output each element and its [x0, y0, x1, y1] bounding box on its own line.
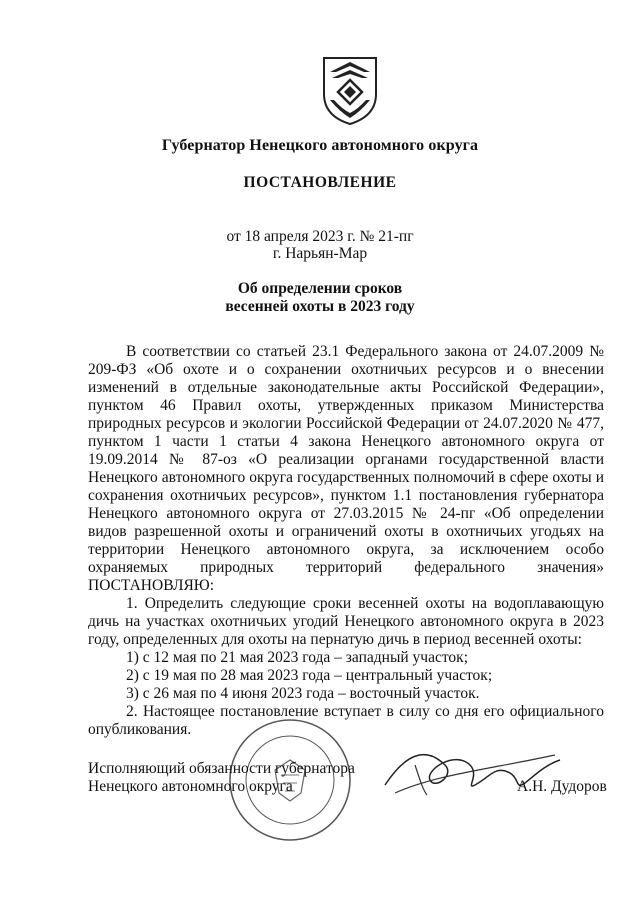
document-title	[0, 280, 640, 316]
date-and-number: от 18 апреля 2023 г. № 21-пг	[226, 228, 414, 245]
document-body	[88, 343, 604, 739]
list-item-western-zone: 1) с 12 мая по 21 мая 2023 года – западный участок;	[126, 649, 468, 666]
handwritten-signature	[375, 735, 565, 810]
title-line-1: Об определении сроков	[237, 280, 403, 297]
signer-position-line-1: Исполняющий обязанности губернатора	[88, 760, 355, 777]
signer-name: А.Н. Дудоров	[517, 778, 607, 795]
preamble-paragraph: В соответствии со статьей 23.1 Федерального закона от 24.07.2009 № 209-ФЗ «Об охоте и о сохранении охотничьих ресурсов и о внесении изменений в отдельные законодательные акты Российской Федерации», пунктом 46 Правил охоты, утвержденных приказом Министерства природных ресурсов и экологии Российской Федерации от 24.07.2020 № 477, пунктом 1 части 1 статьи 4 закона Ненецкого автономного округа от 19.09.2014 № 87-оз «О реализации органами государственной власти Ненецкого автономного округа государственных полномочий в сфере охоты и сохранения охотничьих ресурсов», пунктом 1.1 постановления губернатора Ненецкого автономного округа от 27.03.2015 № 24-пг «Об определении видов разрешенной охоты и ограничений охоты в охотничьих угодьях на территории Ненецкого автономного округа, за исключением особо охраняемых природных территорий федерального значения» ПОСТАНОВЛЯЮ:	[88, 343, 604, 594]
document-type: ПОСТАНОВЛЕНИЕ	[243, 174, 397, 191]
coat-of-arms-emblem	[320, 54, 380, 126]
city: г. Нарьян-Мар	[272, 245, 368, 262]
clause-1-paragraph: 1. Определить следующие сроки весенней охоты на водоплавающую дичь на участках охотничьих угодий Ненецкого автономного округа в 2023 году, определенных для охоты на пернатую дичь в период весенней охоты:	[88, 595, 604, 648]
clause-2-paragraph: 2. Настоящее постановление вступает в силу со дня его официального опубликования.	[88, 703, 604, 738]
signer-position-line-2: Ненецкого автономного округа	[88, 778, 293, 795]
list-item-eastern-zone: 3) с 26 мая по 4 июня 2023 года – восточный участок.	[126, 685, 480, 702]
issuing-authority: Губернатор Ненецкого автономного округа	[161, 137, 479, 154]
title-line-2: весенней охоты в 2023 году	[225, 298, 415, 315]
list-item-central-zone: 2) с 19 мая по 28 мая 2023 года – центральный участок;	[126, 667, 493, 684]
